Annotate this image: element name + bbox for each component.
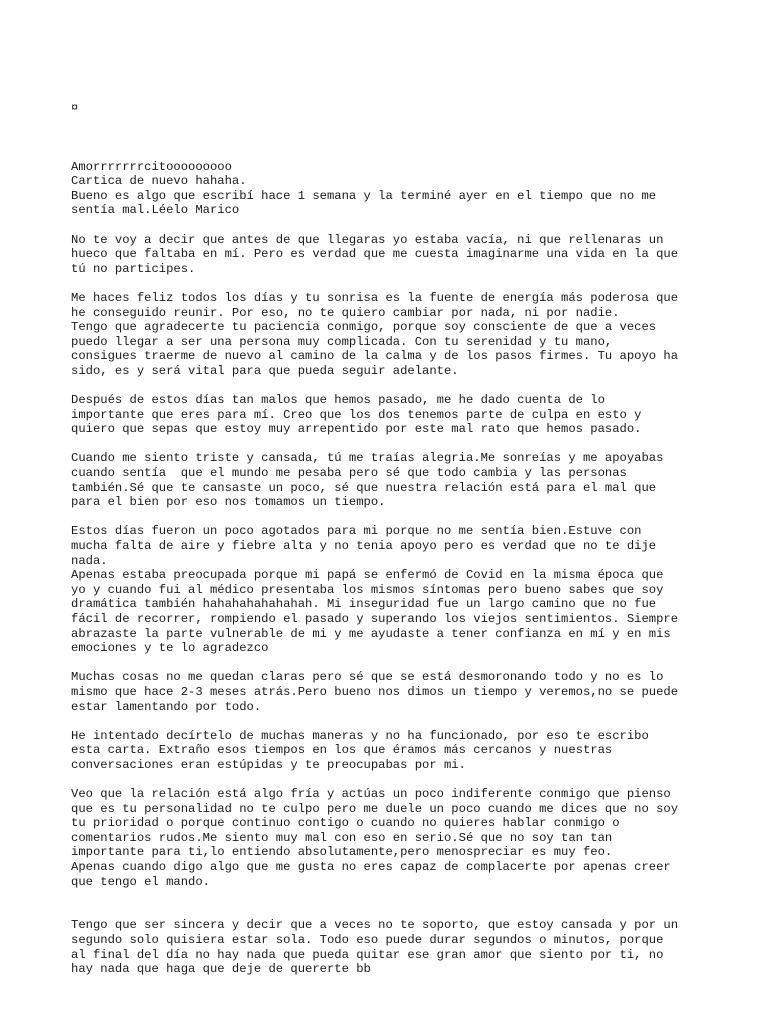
text-line: dramática también hahahahahahahah. Mi inseguridad fue un largo camino que no fue <box>71 597 657 612</box>
text-line: yo y cuando fui al médico presentaba los mismos síntomas pero bueno sabes que soy <box>71 582 664 597</box>
document-marker: ¤ <box>71 101 79 116</box>
paragraph <box>71 233 721 277</box>
text-line: quiero que sepas que estoy muy arrepentido por este mal rato que hemos pasado. <box>71 422 642 437</box>
paragraph <box>71 451 721 509</box>
text-line: puedo llegar a ser una persona muy complicada. Con tu serenidad y tu mano, <box>71 334 613 349</box>
text-line: comentarios rudos.Me siento muy mal con eso en serio.Sé que no soy tan tan <box>71 830 613 845</box>
text-line: Cuando me siento triste y cansada, tú me traías alegria.Me sonreías y me apoyabas <box>71 451 664 466</box>
paragraph <box>71 393 721 437</box>
text-line: abrazaste la parte vulnerable de mi y me ayudaste a tener confianza en mí y en mis <box>71 626 671 641</box>
paragraph <box>71 729 721 773</box>
text-line: Apenas cuando digo algo que me gusta no eres capaz de complacerte por apenas creer <box>71 860 671 875</box>
paragraph <box>71 670 721 714</box>
letter-document <box>71 72 721 1006</box>
text-line: tu prioridad o porque continuo contigo o cuando no quieres hablar conmigo o <box>71 816 620 831</box>
text-line: esta carta. Extraño esos tiempos en los que éramos más cercanos y nuestras <box>71 743 613 758</box>
text-line: mucha falta de aire y fiebre alta y no tenia apoyo pero es verdad que no te dije <box>71 539 657 553</box>
text-line: No te voy a decir que antes de que llegaras yo estaba vacía, ni que rellenaras un <box>71 232 664 247</box>
text-line: fácil de recorrer, rompiendo el pasado y superando los viejos sentimientos. Siempre <box>71 611 679 626</box>
text-line: hay nada que haga que deje de quererte bb <box>71 962 371 977</box>
text-line: nada. <box>71 553 108 568</box>
text-line: también.Sé que te cansaste un poco, sé que nuestra relación está para el mal que <box>71 480 657 495</box>
text-line: importante que eres para mí. Creo que los dos tenemos parte de culpa en esto y <box>71 407 642 422</box>
text-line: sido, es y será vital para que pueda seguir adelante. <box>71 363 459 378</box>
text-line: tú no participes. <box>71 261 196 276</box>
text-line: Amorrrrrrrcitooooooooo <box>71 159 232 174</box>
text-line: cuando sentía que el mundo me pesaba pero sé que todo cambia y las personas <box>71 466 627 481</box>
text-line: Bueno es algo que escribí hace 1 semana y la terminé ayer en el tiempo que no me <box>71 188 657 203</box>
text-line: Me haces feliz todos los días y tu sonrisa es la fuente de energía más poderosa que <box>71 290 679 305</box>
text-line: para el bien por eso nos tomamos un tiempo. <box>71 495 386 510</box>
text-line: He intentado decírtelo de muchas maneras y no ha funcionado, por eso te escribo <box>71 728 649 743</box>
text-line: Tengo que ser sincera y decir que a veces no te soporto, que estoy cansada y por un <box>71 918 679 933</box>
paragraph <box>71 160 721 218</box>
text-line: Veo que la relación está algo fría y actúas un poco indiferente conmigo que pienso <box>71 787 671 802</box>
text-line: emociones y te lo agradezco <box>71 641 269 656</box>
text-line: Cartica de nuevo hahaha. <box>71 174 247 189</box>
text-line: Tengo que agradecerte tu paciencia conmigo, porque soy consciente de que a veces <box>71 320 657 335</box>
paragraph <box>71 524 721 655</box>
text-line: Después de estos días tan malos que hemos pasado, me he dado cuenta de lo <box>71 393 605 408</box>
paragraph <box>71 291 721 379</box>
text-line: he conseguido reunir. Por eso, no te quiero cambiar por nada, ni por nadie. <box>71 305 620 320</box>
text-line: Apenas estaba preocupada porque mi papá se enfermó de Covid en la misma época que <box>71 568 664 583</box>
paragraph <box>71 787 721 889</box>
text-line: Muchas cosas no me quedan claras pero sé que se está desmoronando todo y no es lo <box>71 670 664 685</box>
text-line: importante para ti,lo entiendo absolutamente,pero menospreciar es muy feo. <box>71 845 613 860</box>
text-line: al final del día no hay nada que pueda quitar ese gran amor que siento por ti, no <box>71 947 664 962</box>
text-line: sentía mal.Léelo Marico <box>71 203 240 218</box>
text-line: consigues traerme de nuevo al camino de la calma y de los pasos firmes. Tu apoyo ha <box>71 349 679 364</box>
text-line: segundo solo quisiera estar sola. Todo eso puede durar segundos o minutos, porque <box>71 933 664 948</box>
paragraph <box>71 918 721 976</box>
text-line: hueco que faltaba en mí. Pero es verdad que me cuesta imaginarme una vida en la que <box>71 247 679 262</box>
letter-body <box>71 160 721 977</box>
text-line: mismo que hace 2-3 meses atrás.Pero bueno nos dimos un tiempo y veremos,no se puede <box>71 684 679 699</box>
text-line: que tengo el mando. <box>71 874 210 889</box>
text-line: estar lamentando por todo. <box>71 699 262 714</box>
text-line: conversaciones eran estúpidas y te preocupabas por mi. <box>71 757 466 772</box>
text-line: Estos días fueron un poco agotados para mi porque no me sentía bien.Estuve con <box>71 524 642 539</box>
text-line: que es tu personalidad no te culpo pero me duele un poco cuando me dices que no soy <box>71 801 679 816</box>
